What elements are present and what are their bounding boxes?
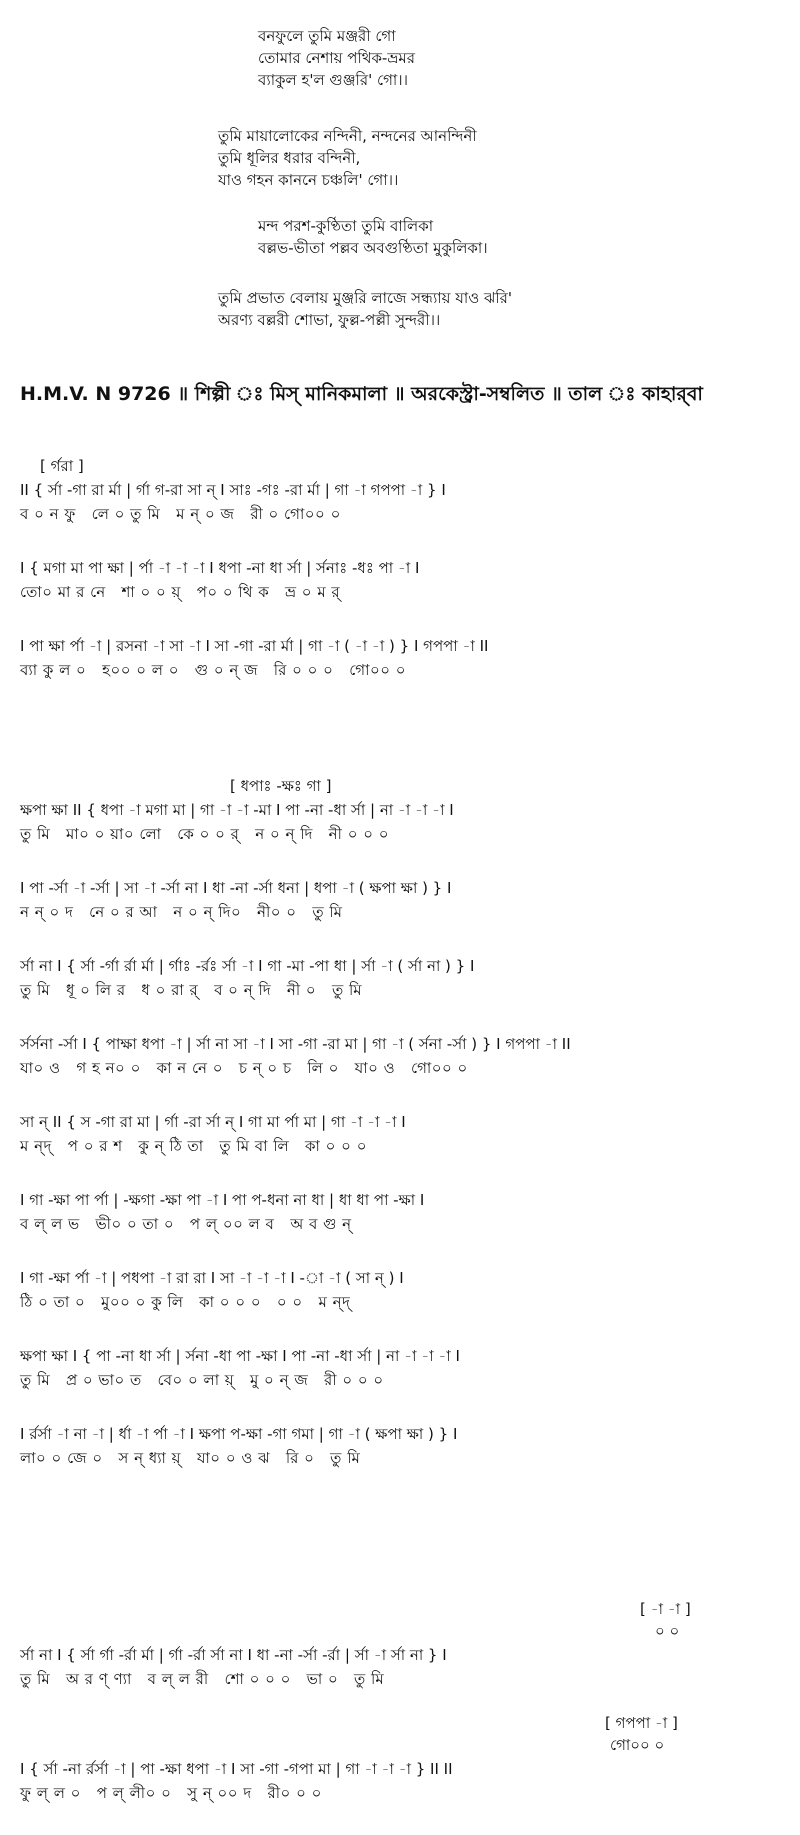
syllable-line: ব্যা কু ল ০ হ০০ ০ ল ০ গু ০ ন্‌ জ রি ০ ০ ০ গো০০ ০ bbox=[20, 661, 407, 679]
notation-annotation: ০ ০ bbox=[655, 1622, 680, 1640]
notation-annotation: [ গপপা -া ] bbox=[605, 1714, 678, 1732]
syllable-line: ঠি ০ তা ০ মু০০ ০ কু লি কা ০ ০ ০ ০ ০ ম ন্দ্‌ bbox=[20, 1293, 351, 1311]
record-header: H.M.V. N 9726 ॥ শিল্পী ঃ মিস্ মানিকমালা ॥ অরকেস্ট্রা-সম্বলিত ॥ তাল ঃ কাহার্‌বা bbox=[20, 383, 703, 405]
notation-annotation: [ ধপাঃ -ক্ষঃ গা ] bbox=[230, 777, 332, 795]
sargam-line: র্সা না I { র্সা -র্গা র্রা র্মা | র্গাঃ -র্রঃ র্সা -া I গা -মা -পা ধা | র্সা -া ( র্সা না ) } I bbox=[20, 957, 475, 975]
sargam-line: I পা ক্ষা র্পা -া | রসনা -া সা -া I সা -গা -রা র্মা | গা -া ( -া -া ) } I গপপা -া II bbox=[20, 637, 489, 655]
sargam-line: ক্ষপা ক্ষা I { পা -না ধা র্সা | র্সনা -ধা পা -ক্ষা I পা -না -ধা র্সা | না -া -া -া I bbox=[20, 1347, 460, 1365]
sargam-line: I পা -র্সা -া -র্সা | সা -া -র্সা না I ধা -না -র্সা ধনা | ধপা -া ( ক্ষপা ক্ষা ) } I bbox=[20, 879, 452, 897]
lyrics-stanza-4 bbox=[218, 287, 512, 331]
lyrics-stanza-2 bbox=[218, 125, 477, 191]
sargam-line: I গা -ক্ষা পা র্পা | -ক্ষগা -ক্ষা পা -া I পা প-ধনা না ধা | ধা ধা পা -ক্ষা I bbox=[20, 1191, 425, 1209]
syllable-line: তু মি অ র ণ্‌ ণ্যা ব ল্‌ ল রী শো ০ ০ ০ ভা ০ তু মি bbox=[20, 1670, 385, 1688]
syllable-line: ম ন্দ্‌ প ০ র শ কু ন্‌ ঠি তা তু মি বা লি কা ০ ০ ০ bbox=[20, 1137, 367, 1155]
lyric-line: যাও গহন কাননে চঞ্চলি' গো।। bbox=[218, 171, 399, 189]
notation-section-1 bbox=[20, 478, 780, 712]
lyrics-stanza-1 bbox=[258, 25, 415, 91]
lyric-line: ব্যাকুল হ'ল গুঞ্জরি' গো।। bbox=[258, 71, 408, 89]
notation-row bbox=[20, 634, 780, 682]
notation-row bbox=[20, 1188, 780, 1236]
notation-section-4 bbox=[20, 1757, 780, 1835]
lyric-line: তুমি ধূলির ধরার বন্দিনী, bbox=[218, 149, 361, 167]
notation-row bbox=[20, 1422, 780, 1470]
lyrics-stanza-3 bbox=[258, 215, 488, 259]
notation-row bbox=[20, 954, 780, 1002]
notation-row bbox=[20, 1266, 780, 1314]
syllable-line: ব ল্‌ ল ভ ভী০ ০ তা ০ প ল্‌ ০০ ল ব অ ব গু ন্‌ bbox=[20, 1215, 352, 1233]
syllable-line: তু মি মা০ ০ য়া০ লো কে ০ ০ র্‌ ন ০ ন্‌ দি নী ০ ০ ০ bbox=[20, 825, 389, 843]
syllable-line: তু মি ধূ ০ লি র ধ ০ রা র্‌ ব ০ ন্‌ দি নী ০ তু মি bbox=[20, 981, 363, 999]
sargam-line: I { মগা মা পা ক্ষা | র্পা -া -া -া I ধপা -না ধা র্সা | র্সনাঃ -ধঃ পা -া I bbox=[20, 559, 420, 577]
sargam-line: র্সর্সনা -র্সা I { পাক্ষা ধপা -া | র্সা না সা -া I সা -গা -রা মা | গা -া ( র্সনা -র্সা ) } I গপপা -া II bbox=[20, 1035, 571, 1053]
sargam-line: I { র্সা -না র্রর্সা -া | পা -ক্ষা ধপা -া I সা -গা -গপা মা | গা -া -া -া } II II bbox=[20, 1760, 453, 1778]
notation-section-2 bbox=[20, 798, 780, 1500]
syllable-line: ফু ল্‌ ল ০ প ল্‌ লী০ ০ সু ন্‌ ০০ দ রী০ ০ ০ bbox=[20, 1784, 322, 1802]
notation-annotation: [ -া -া ] bbox=[640, 1600, 691, 1618]
lyric-line: মন্দ পরশ-কুণ্ঠিতা তুমি বালিকা bbox=[258, 217, 434, 235]
notation-row bbox=[20, 876, 780, 924]
sargam-line: র্সা না I { র্সা র্গা -র্রা র্মা | র্গা -র্রা র্সা না I ধা -না -র্সা -র্রা | র্সা -া র্সা না } I bbox=[20, 1646, 447, 1664]
sargam-line: I গা -ক্ষা র্পা -া | পধপা -া রা রা I সা -া -া -া I -া -া ( সা ন্‌ ) I bbox=[20, 1269, 404, 1287]
notation-row bbox=[20, 478, 780, 526]
notation-annotation: [ র্গরা ] bbox=[40, 457, 84, 475]
notation-row bbox=[20, 1344, 780, 1392]
notation-section-3 bbox=[20, 1643, 780, 1721]
sargam-line: সা ন্‌ II { স -গা রা মা | র্গা -রা র্সা ন্‌ I গা মা র্পা মা | গা -া -া -া I bbox=[20, 1113, 406, 1131]
syllable-line: যা০ ও গ হ ন০ ০ কা ন নে ০ চ ন্‌ ০ চ লি ০ যা০ ও গো০০ ০ bbox=[20, 1059, 468, 1077]
lyric-line: তুমি মায়ালোকের নন্দিনী, নন্দনের আনন্দিনী bbox=[218, 127, 477, 145]
notation-annotation: গো০০ ০ bbox=[610, 1736, 665, 1754]
lyric-line: তুমি প্রভাত বেলায় মুঞ্জরি লাজে সন্ধ্যায় যাও ঝরি' bbox=[218, 289, 513, 307]
notation-row bbox=[20, 798, 780, 846]
notation-row bbox=[20, 1110, 780, 1158]
lyric-line: বনফুলে তুমি মঞ্জরী গো bbox=[258, 27, 396, 45]
sargam-line: I র্রর্সা -া না -া | র্ধা -া র্পা -া I ক্ষপা প-ক্ষা -গা গমা | গা -া ( ক্ষপা ক্ষা ) } I bbox=[20, 1425, 458, 1443]
lyric-line: তোমার নেশায় পথিক-ভ্রমর bbox=[258, 49, 415, 67]
notation-row bbox=[20, 1757, 780, 1805]
syllable-line: লা০ ০ জে ০ স ন্‌ ধ্যা য়্‌ যা০ ০ ও ঝ রি ০ তু মি bbox=[20, 1449, 361, 1467]
syllable-line: তু মি প্র ০ ভা০ ত বে০ ০ লা য়্‌ মু ০ ন্‌ জ রী ০ ০ ০ bbox=[20, 1371, 384, 1389]
syllable-line: তো০ মা র নে শা ০ ০ য়্‌ প০ ০ থি ক ভ্র ০ ম র্‌ bbox=[20, 583, 341, 601]
sargam-line: ক্ষপা ক্ষা II { ধপা -া মগা মা | গা -া -া -মা I পা -না -ধা র্সা | না -া -া -া I bbox=[20, 801, 454, 819]
notation-row bbox=[20, 556, 780, 604]
lyric-line: বল্লভ-ভীতা পল্লব অবগুণ্ঠিতা মুকুলিকা। bbox=[258, 239, 488, 257]
notation-row bbox=[20, 1643, 780, 1691]
syllable-line: ন ন্‌ ০ দ নে ০ র আ ন ০ ন্‌ দি০ নী০ ০ তু মি bbox=[20, 903, 343, 921]
lyric-line: অরণ্য বল্লরী শোভা, ফুল্ল-পল্লী সুন্দরী।। bbox=[218, 311, 441, 329]
syllable-line: ব ০ ন ফু লে ০ তু মি ম ন্‌ ০ জ রী ০ গো০০ ০ bbox=[20, 505, 341, 523]
sargam-line: II { র্সা -গা রা র্মা | র্গা গ-রা সা ন্‌ I সাঃ -গঃ -রা র্মা | গা -া গপপা -া } I bbox=[20, 481, 446, 499]
notation-row bbox=[20, 1032, 780, 1080]
